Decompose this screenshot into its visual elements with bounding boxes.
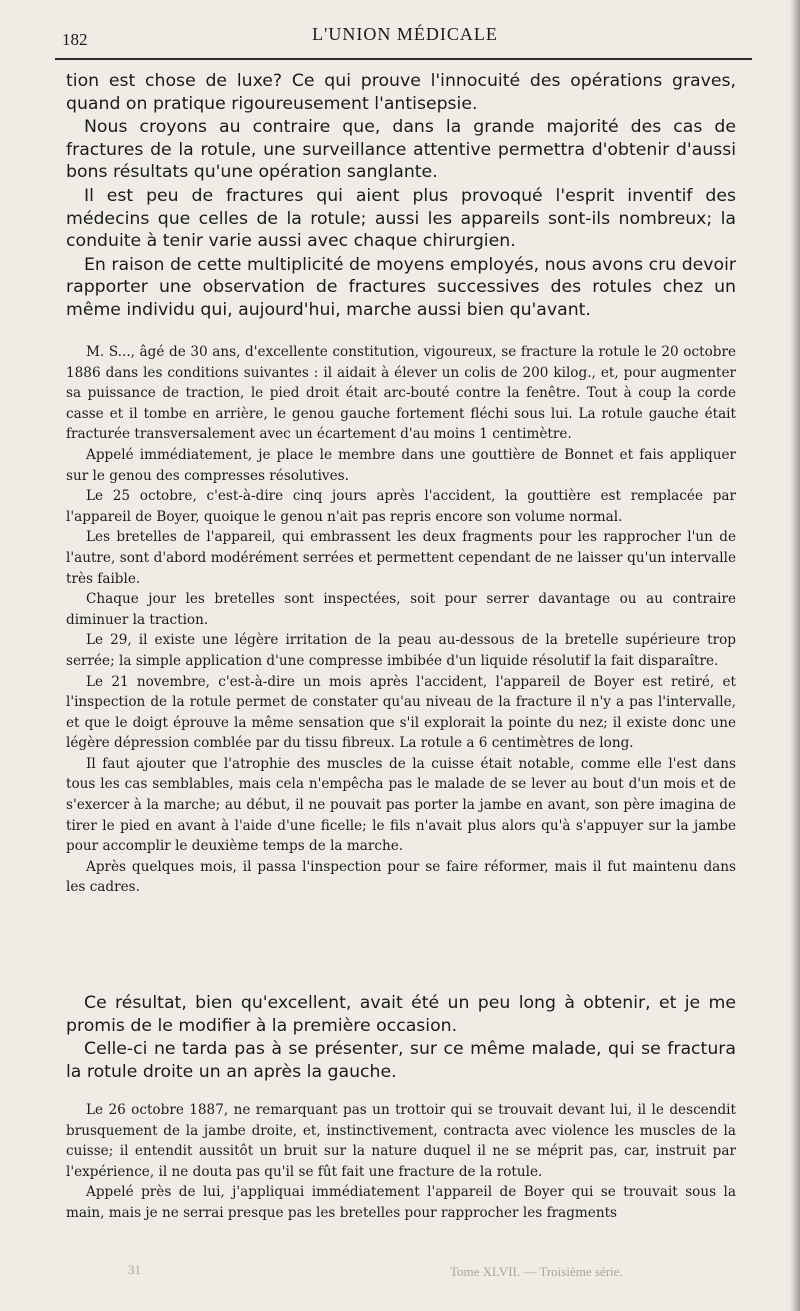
observation-paragraph: Les bretelles de l'appareil, qui embrassent les deux fragments pour les rapprocher l'un de l'autre, sont d'abord modérément serrées et permettent cependant de ne laisser qu'un intervalle très faible. (66, 529, 736, 587)
intro-paragraph: Il est peu de fractures qui aient plus provoqué l'esprit inventif des médecins que celles de la rotule; aussi les appareils sont-ils nombreux; la conduite à tenir varie aussi avec chaque chirurgien. (66, 185, 736, 252)
intro-paragraph: tion est chose de luxe? Ce qui prouve l'innocuité des opérations graves, quand on pratique rigoureusement l'antisepsie. (66, 71, 736, 114)
header-rule (55, 58, 752, 60)
observation-paragraph: Chaque jour les bretelles sont inspectées, soit pour serrer davantage ou au contraire diminuer la traction. (66, 591, 736, 628)
page-number: 182 (62, 30, 88, 49)
observation-paragraph: Après quelques mois, il passa l'inspection pour se faire réformer, mais il fut maintenu dans les cadres. (66, 858, 736, 896)
observation-paragraph: Le 21 novembre, c'est-à-dire un mois après l'accident, l'appareil de Boyer est retiré, et l'inspection de la rotule permet de constater qu'au niveau de la fracture il n'y a pas l'intervalle, et que le doigt éprouve la même sensation que s'il explorait la pointe du nez; il existe donc une légère dépression comblée par du tissu fibreux. La rotule a 6 centimètres de long. (66, 673, 736, 752)
footer-signature: 31 (128, 1262, 141, 1277)
running-title: L'UNION MÉDICALE (312, 24, 498, 44)
page-edge-shadow (790, 0, 800, 1311)
observation-two (66, 1100, 736, 1224)
page-header (60, 22, 750, 52)
page-footer (120, 1262, 720, 1284)
intro-section (66, 70, 736, 323)
observation-paragraph: Appelé immédiatement, je place le membre dans une gouttière de Bonnet et fais appliquer sur le genou des compresses résolutives. (66, 446, 736, 484)
observation-paragraph: Appelé près de lui, j'appliquai immédiatement l'appareil de Boyer qui se trouvait sous la main, mais je ne serrai presque pas les bretelles pour rapprocher les fragments (66, 1184, 736, 1221)
middle-section (66, 992, 736, 1084)
intro-paragraph: Nous croyons au contraire que, dans la grande majorité des cas de fractures de la rotule, une surveillance attentive permettra d'obtenir d'aussi bons résultats qu'une opération sanglante. (66, 117, 736, 183)
footer-volume: Tome XLVII. — Troisième série. (450, 1264, 623, 1279)
observation-paragraph: M. S..., âgé de 30 ans, d'excellente constitution, vigoureux, se fracture la rotule le 20 octobre 1886 dans les conditions suivantes : il aidait à élever un colis de 200 kilog., et, pour augmenter sa puissance de traction, le pied droit était arc-bouté contre la fenêtre. Tout à coup la corde casse et il tombe en arrière, le genou gauche fortement fléchi sous lui. La rotule gauche était fracturée transversalement avec un écartement d'au moins 1 centimètre. (66, 344, 736, 443)
observation-one (66, 342, 736, 898)
observation-paragraph: Le 29, il existe une légère irritation de la peau au-dessous de la bretelle supérieure trop serrée; la simple application d'une compresse imbibée d'un liquide résolutif la fait disparaître. (66, 632, 736, 669)
observation-paragraph: Il faut ajouter que l'atrophie des muscles de la cuisse était notable, comme elle l'est dans tous les cas semblables, mais cela n'empêcha pas le malade de se lever au bout d'un mois et de s'exercer à la marche; au début, il ne pouvait pas porter la jambe en avant, son père imagina de tirer le pied en avant à l'aide d'une ficelle; le fils n'avait plus alors qu'à s'appuyer sur la jambe pour accomplir le deuxième temps de la marche. (66, 755, 736, 855)
observation-paragraph: Le 26 octobre 1887, ne remarquant pas un trottoir qui se trouvait devant lui, il le descendit brusquement de la jambe droite, et, instinctivement, contracta avec violence les muscles de la cuisse; il entendit aussitôt un bruit sur la nature duquel il ne se méprit pas, car, instruit par l'expérience, il ne douta pas qu'il se fût fait une fracture de la rotule. (66, 1102, 736, 1180)
middle-paragraph: Ce résultat, bien qu'excellent, avait été un peu long à obtenir, et je me promis de le modifier à la première occasion. (66, 993, 736, 1036)
middle-paragraph: Celle-ci ne tarda pas à se présenter, sur ce même malade, qui se fractura la rotule droite un an après la gauche. (66, 1039, 736, 1082)
intro-paragraph: En raison de cette multiplicité de moyens employés, nous avons cru devoir rapporter une observation de fractures successives des rotules chez un même individu qui, aujourd'hui, marche aussi bien qu'avant. (66, 254, 736, 320)
observation-paragraph: Le 25 octobre, c'est-à-dire cinq jours après l'accident, la gouttière est remplacée par l'appareil de Boyer, quoique le genou n'ait pas repris encore son volume normal. (66, 488, 736, 525)
